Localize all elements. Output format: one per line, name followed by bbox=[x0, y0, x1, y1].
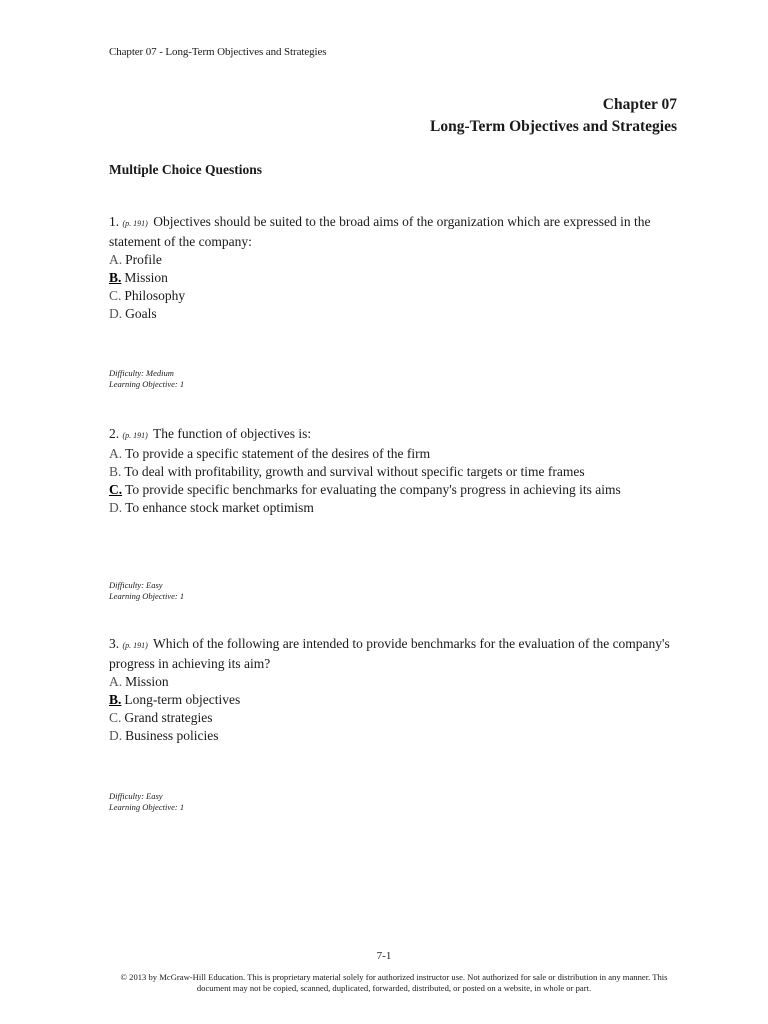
question-text: Which of the following are intended to provide benchmarks for the evaluation of the company's progress in achieving its aim? bbox=[109, 636, 670, 671]
option-text: Grand strategies bbox=[124, 710, 213, 725]
option-letter: A. bbox=[109, 252, 123, 267]
chapter-subtitle: Long-Term Objectives and Strategies bbox=[430, 118, 677, 135]
option-text: To provide specific benchmarks for evaluating the company's progress in achieving its aims bbox=[125, 482, 621, 497]
difficulty-label: Difficulty: Easy bbox=[109, 791, 163, 801]
option-text: Mission bbox=[124, 270, 168, 285]
option-letter: D. bbox=[109, 306, 123, 321]
page-reference: (p. 191) bbox=[122, 219, 148, 228]
correct-option-letter: B. bbox=[109, 692, 122, 707]
option-letter: C. bbox=[109, 710, 122, 725]
option-text: Goals bbox=[125, 306, 157, 321]
option-text: Philosophy bbox=[124, 288, 186, 303]
option-c bbox=[109, 287, 684, 305]
option-letter: A. bbox=[109, 674, 123, 689]
option-d bbox=[109, 727, 684, 745]
correct-option-letter: B. bbox=[109, 270, 122, 285]
chapter-title bbox=[430, 94, 677, 138]
option-c bbox=[109, 709, 684, 727]
learning-objective-label: Learning Objective: 1 bbox=[109, 591, 185, 601]
option-letter: B. bbox=[109, 464, 122, 479]
chapter-number: Chapter 07 bbox=[602, 96, 677, 113]
question-stem bbox=[109, 635, 684, 673]
option-letter: C. bbox=[109, 288, 122, 303]
running-header: Chapter 07 - Long-Term Objectives and Strategies bbox=[109, 46, 327, 58]
question-number: 2. bbox=[109, 426, 120, 441]
question-3-meta bbox=[109, 791, 184, 813]
option-text: To enhance stock market optimism bbox=[125, 500, 314, 515]
question-number: 1. bbox=[109, 214, 120, 229]
learning-objective-label: Learning Objective: 1 bbox=[109, 802, 185, 812]
option-letter: D. bbox=[109, 500, 123, 515]
question-stem bbox=[109, 213, 684, 251]
option-a bbox=[109, 445, 684, 463]
question-2 bbox=[109, 425, 684, 517]
option-text: Business policies bbox=[125, 728, 219, 743]
option-b bbox=[109, 463, 684, 481]
option-c bbox=[109, 481, 684, 499]
option-text: To provide a specific statement of the desires of the firm bbox=[125, 446, 431, 461]
section-heading: Multiple Choice Questions bbox=[109, 162, 263, 177]
difficulty-label: Difficulty: Medium bbox=[109, 368, 174, 378]
question-1-meta bbox=[109, 368, 184, 390]
option-b bbox=[109, 269, 684, 287]
page-reference: (p. 191) bbox=[122, 431, 148, 440]
question-text: Objectives should be suited to the broad aims of the organization which are expressed in the statement of the company: bbox=[109, 214, 651, 249]
option-b bbox=[109, 691, 684, 709]
option-text: Long-term objectives bbox=[124, 692, 241, 707]
question-1 bbox=[109, 213, 684, 323]
learning-objective-label: Learning Objective: 1 bbox=[109, 379, 185, 389]
option-a bbox=[109, 673, 684, 691]
option-text: Profile bbox=[125, 252, 162, 267]
copyright-notice: © 2013 by McGraw-Hill Education. This is proprietary material solely for authorized instructor use. Not authorized for sale or distribution in any manner. This document may not be copied, scanned, duplicated, forwarded, distributed, or posted on a website, in whole or part. bbox=[120, 972, 668, 993]
option-d bbox=[109, 305, 684, 323]
option-text: To deal with profitability, growth and survival without specific targets or time frames bbox=[124, 464, 585, 479]
page-number: 7-1 bbox=[376, 950, 392, 962]
option-d bbox=[109, 499, 684, 517]
question-3 bbox=[109, 635, 684, 745]
question-text: The function of objectives is: bbox=[152, 426, 312, 441]
page-reference: (p. 191) bbox=[122, 641, 148, 650]
option-text: Mission bbox=[125, 674, 169, 689]
correct-option-letter: C. bbox=[109, 482, 123, 497]
question-stem bbox=[109, 425, 684, 445]
difficulty-label: Difficulty: Easy bbox=[109, 580, 163, 590]
option-letter: D. bbox=[109, 728, 123, 743]
option-a bbox=[109, 251, 684, 269]
question-number: 3. bbox=[109, 636, 120, 651]
question-2-meta bbox=[109, 580, 184, 602]
option-letter: A. bbox=[109, 446, 123, 461]
